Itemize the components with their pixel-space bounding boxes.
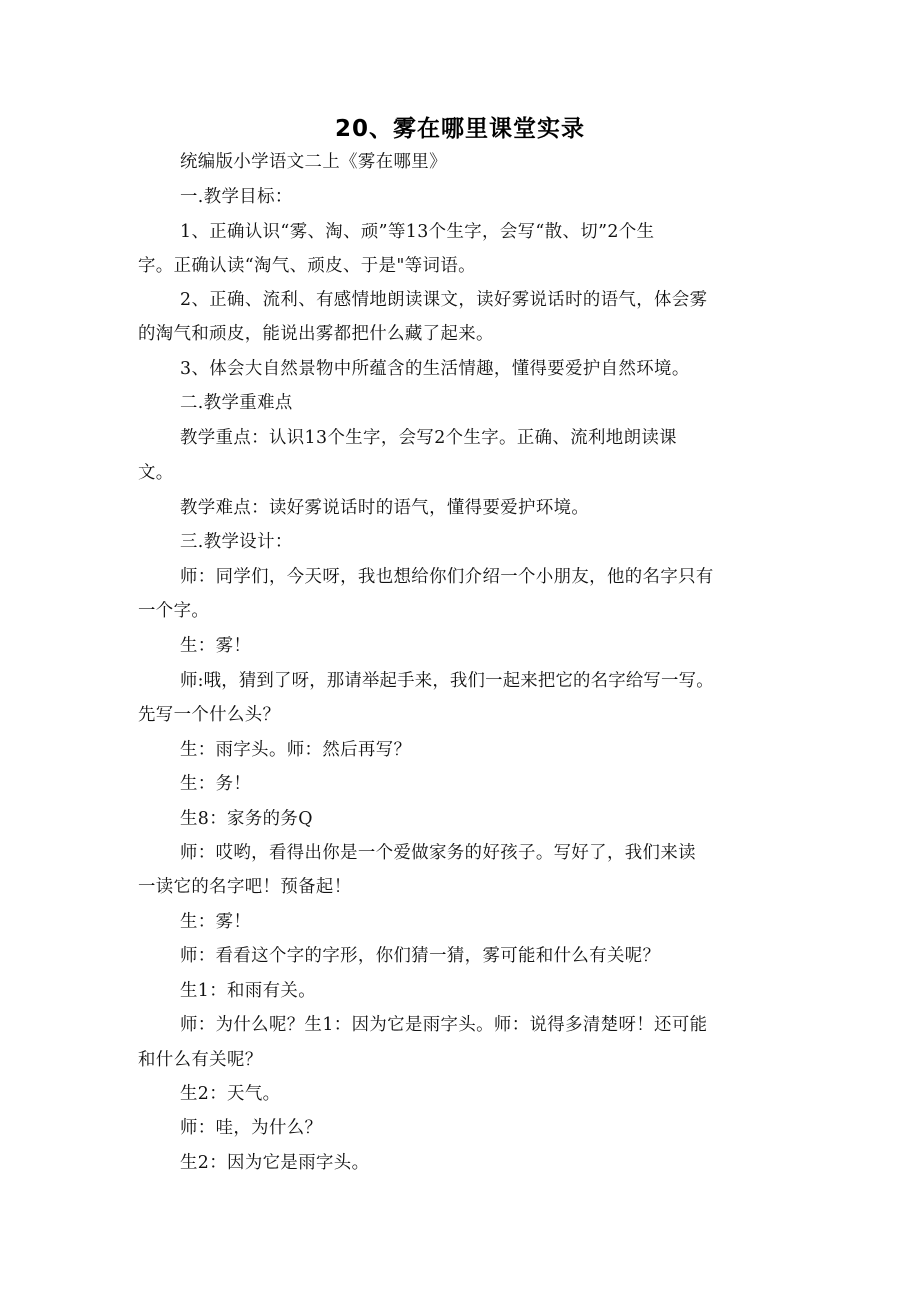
text-line: 一读它的名字吧！预备起！ xyxy=(138,877,352,897)
text-line: 教学重点：认识13个生字，会写2个生字。正确、流利地朗读课 xyxy=(180,428,677,448)
text-line: 师：看看这个字的字形，你们猜一猜，雾可能和什么有关呢？ xyxy=(180,946,661,966)
text-line: 师：哎哟，看得出你是一个爱做家务的好孩子。写好了，我们来读 xyxy=(180,843,696,863)
text-line: 和什么有关呢？ xyxy=(138,1050,263,1070)
text-line: 一.教学目标： xyxy=(180,187,293,207)
text-line: 字。正确认读“淘气、顽皮、于是"等词语。 xyxy=(138,256,476,276)
text-line: 2、正确、流利、有感情地朗读课文，读好雾说话时的语气，体会雾 xyxy=(180,290,708,310)
text-line: 生2：因为它是雨字头。 xyxy=(180,1153,370,1173)
text-line: 师:哦，猜到了呀，那请举起手来，我们一起来把它的名字给写一写。 xyxy=(180,671,714,691)
text-line: 生：雨字头。师：然后再写？ xyxy=(180,740,412,760)
text-line: 一个字。 xyxy=(138,601,210,621)
text-line: 二.教学重难点 xyxy=(180,393,293,413)
text-line: 师：为什么呢？生1：因为它是雨字头。师：说得多清楚呀！还可能 xyxy=(180,1015,708,1035)
text-line: 生：务！ xyxy=(180,774,252,794)
text-line: 3、体会大自然景物中所蕴含的生活情趣，懂得要爱护自然环境。 xyxy=(180,359,690,379)
text-line: 师：同学们，今天呀，我也想给你们介绍一个小朋友，他的名字只有 xyxy=(180,567,714,587)
text-line: 三.教学设计： xyxy=(180,532,293,552)
text-line: 教学难点：读好雾说话时的语气，懂得要爱护环境。 xyxy=(180,498,590,518)
text-line: 先写一个什么头？ xyxy=(138,705,281,725)
text-line: 的淘气和顽皮，能说出雾都把什么藏了起来。 xyxy=(138,324,494,344)
text-line: 师：哇，为什么？ xyxy=(180,1118,323,1138)
text-line: 1、正确认识“雾、淘、顽”等13个生字，会写“散、切”2个生 xyxy=(180,222,655,242)
text-line: 生：雾！ xyxy=(180,636,252,656)
text-line: 文。 xyxy=(138,463,174,483)
text-line: 生2：天气。 xyxy=(180,1084,281,1104)
text-line: 统编版小学语文二上《雾在哪里》 xyxy=(180,152,447,172)
text-line: 生1：和雨有关。 xyxy=(180,981,316,1001)
document-title: 20、雾在哪里课堂实录 xyxy=(334,116,585,142)
text-line: 生8：家务的务Q xyxy=(180,809,313,829)
text-line: 生：雾！ xyxy=(180,912,252,932)
